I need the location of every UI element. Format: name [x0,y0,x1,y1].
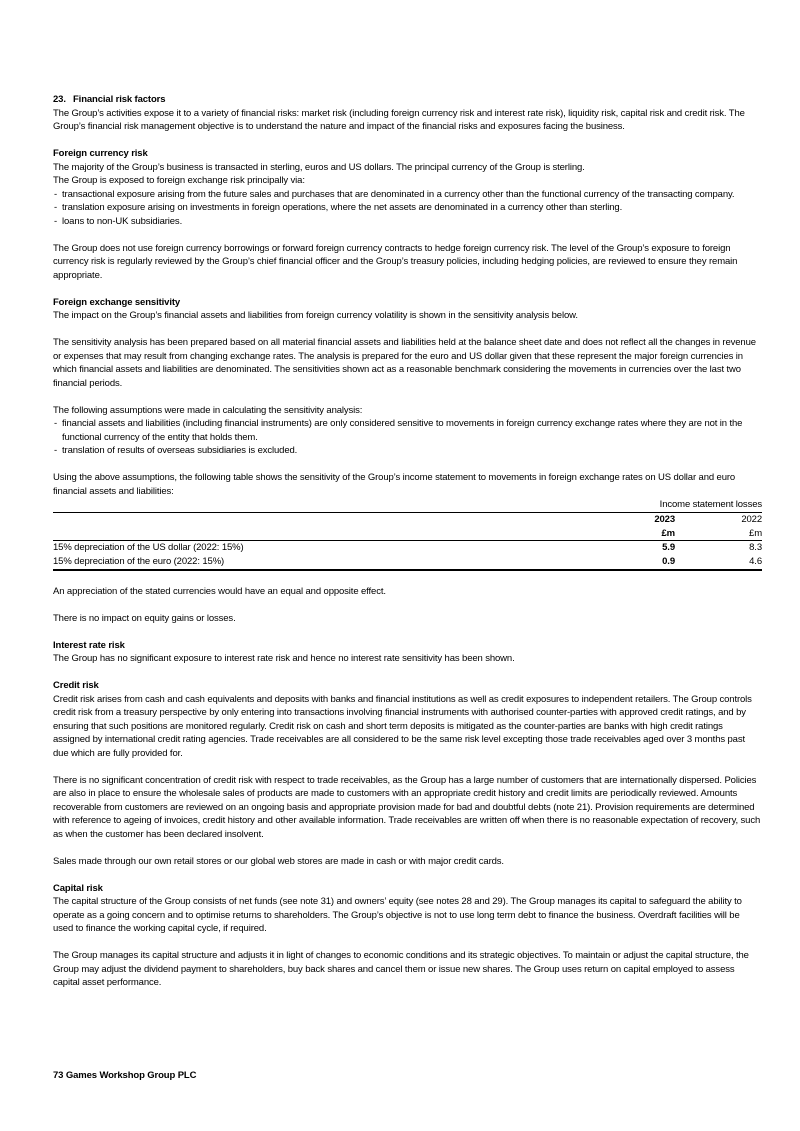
col-header-2023: 2023 [654,514,675,525]
bullet-item [53,215,762,229]
paragraph: The following assumptions were made in calculating the sensitivity analysis: [53,404,363,416]
intro-paragraph: The Group’s activities expose it to a variety of financial risks: market risk (including foreign currency risk and interest rate risk), liquidity risk, capital risk and credit risk. The Group’s financial risk management objective is to understand the nature and impact of the financial risks and exposures facing the business. [53,107,745,132]
table-header [53,513,762,541]
section-heading-capital-risk: Capital risk [53,882,103,894]
col-header-2022: 2022 [741,514,762,525]
note-title: Financial risk factors [73,94,166,105]
unit-2023: £m [661,527,675,539]
section-heading-foreign-currency-risk: Foreign currency risk [53,148,148,159]
sensitivity-table [53,498,762,571]
bullet-marker: - [54,215,58,227]
unit-2022: £m [749,527,762,539]
paragraph: The Group has no significant exposure to interest rate risk and hence no interest rate sensitivity has been shown. [53,653,515,664]
paragraph: The impact on the Group’s financial assets and liabilities from foreign currency volatility is shown in the sensitivity analysis below. [53,310,578,321]
value-2022: 8.3 [749,542,762,553]
value-2022: 4.6 [749,555,762,567]
section-heading-interest-rate-risk: Interest rate risk [53,639,125,651]
paragraph: There is no impact on equity gains or losses. [53,612,236,624]
page-footer: 73 Games Workshop Group PLC [53,1070,197,1081]
bullet-text: translation exposure arising on investments in foreign operations, where the net assets are denominated in a currency other than sterling. [62,202,623,213]
bullet-text: translation of results of overseas subsidiaries is excluded. [62,445,298,456]
bullet-marker: - [54,445,58,456]
page-content [53,93,762,990]
paragraph: The sensitivity analysis has been prepared based on all material financial assets and liabilities held at the balance sheet date and does not reflect all the changes in revenue or expenses that may result from changing exchange rates. The analysis is prepared for the euro and US dollar given that these represent the major foreign currencies in which financial assets and liabilities are denominated. The sensitivities shown act as a reasonable benchmark considering the movements in currencies over the last two financial periods. [53,337,756,389]
bullet-marker: - [54,188,58,200]
bullet-item [53,188,762,202]
value-2023: 5.9 [662,542,675,553]
bullet-item [53,417,762,444]
note-heading [53,93,762,107]
row-label: 15% depreciation of the euro (2022: 15%) [53,555,225,567]
table-unit-row [53,527,762,542]
table-caption: Income statement losses [53,498,762,513]
paragraph: The Group does not use foreign currency borrowings or forward foreign currency contracts to hedge foreign currency risk. The level of the Group’s exposure to foreign currency risk is regularly reviewed by the Group’s chief financial officer and the Group’s treasury policies, including hedging policies, are reviewed to ensure they remain appropriate. [53,242,738,281]
note-number: 23. [53,94,66,105]
row-label: 15% depreciation of the US dollar (2022: 15%) [53,542,244,553]
bullet-item [53,444,762,458]
empty-cell [53,513,589,527]
paragraph: An appreciation of the stated currencies would have an equal and opposite effect. [53,585,386,597]
section-heading-foreign-exchange-sensitivity: Foreign exchange sensitivity [53,296,181,308]
bullet-item [53,201,762,215]
paragraph: Credit risk arises from cash and cash equivalents and deposits with banks and financial institutions as well as credit exposures to independent retailers. The Group controls credit risk from a treasury perspective by only entering into transactions involving financial instruments with authorised counter-parties with approved credit ratings, and by ensuring that such positions are monitored regularly. Credit risk on cash and short term deposits is mitigated as the counter-parties are banks with high credit ratings assigned by international credit rating agencies. Trade receivables are all considered to be the same risk level excepting those trade receivables aged over 3 months past due which are fully provided for. [53,693,752,759]
table-row [53,541,762,555]
empty-cell [53,527,589,541]
paragraph: Sales made through our own retail stores or our global web stores are made in cash or with major credit cards. [53,855,504,867]
bullet-text: financial assets and liabilities (including financial instruments) are only considered sensitive to movements in foreign currency exchange rates where they are not in the functional currency of the entity that holds them. [62,418,743,443]
paragraph: There is no significant concentration of credit risk with respect to trade receivables, as the Group has a large number of customers that are internationally dispersed. Policies are also in place to ensure the wholesale sales of products are made to customers with an appropriate credit history and credit limits are periodically reviewed. Amounts recoverable from customers are reviewed on an ongoing basis and appropriate provision made for bad and doubtful debts (note 21). Provision requirements are determined with reference to ageing of invoices, credit history and other available information. Trade receivables are written off when there is no reasonable expectation of recovery, such as when the customer has been declared insolvent. [53,774,761,840]
bullet-text: transactional exposure arising from the future sales and purchases that are denominated in a currency other than the functional currency of the transacting company. [62,188,735,200]
bullet-text: loans to non-UK subsidiaries. [62,215,183,227]
bullet-marker: - [54,202,58,213]
paragraph: The Group manages its capital structure and adjusts it in light of changes to economic conditions and its strategic objectives. To maintain or adjust the capital structure, the Group may adjust the dividend payment to shareholders, buy back shares and cancel them or issue new shares. The Group uses return on capital employed to assess capital asset performance. [53,950,749,988]
section-heading-credit-risk: Credit risk [53,680,99,691]
paragraph: The Group is exposed to foreign exchange risk principally via: [53,175,305,186]
value-2023: 0.9 [662,555,675,567]
paragraph: The capital structure of the Group consists of net funds (see note 31) and owners’ equity (see notes 28 and 29). The Group manages its capital to safeguard the ability to operate as a going concern and to optimise returns to shareholders. The Group’s objective is not to use long term debt to finance the business. Overdraft facilities will be used to finance the working capital cycle, if required. [53,896,742,934]
table-year-row [53,513,762,527]
table-row [53,555,762,572]
bullet-marker: - [54,418,58,429]
paragraph: The majority of the Group’s business is transacted in sterling, euros and US dollars. The principal currency of the Group is sterling. [53,161,585,173]
table-body [53,541,762,571]
paragraph: Using the above assumptions, the following table shows the sensitivity of the Group’s income statement to movements in foreign exchange rates on US dollar and euro financial assets and liabilities: [53,472,736,497]
